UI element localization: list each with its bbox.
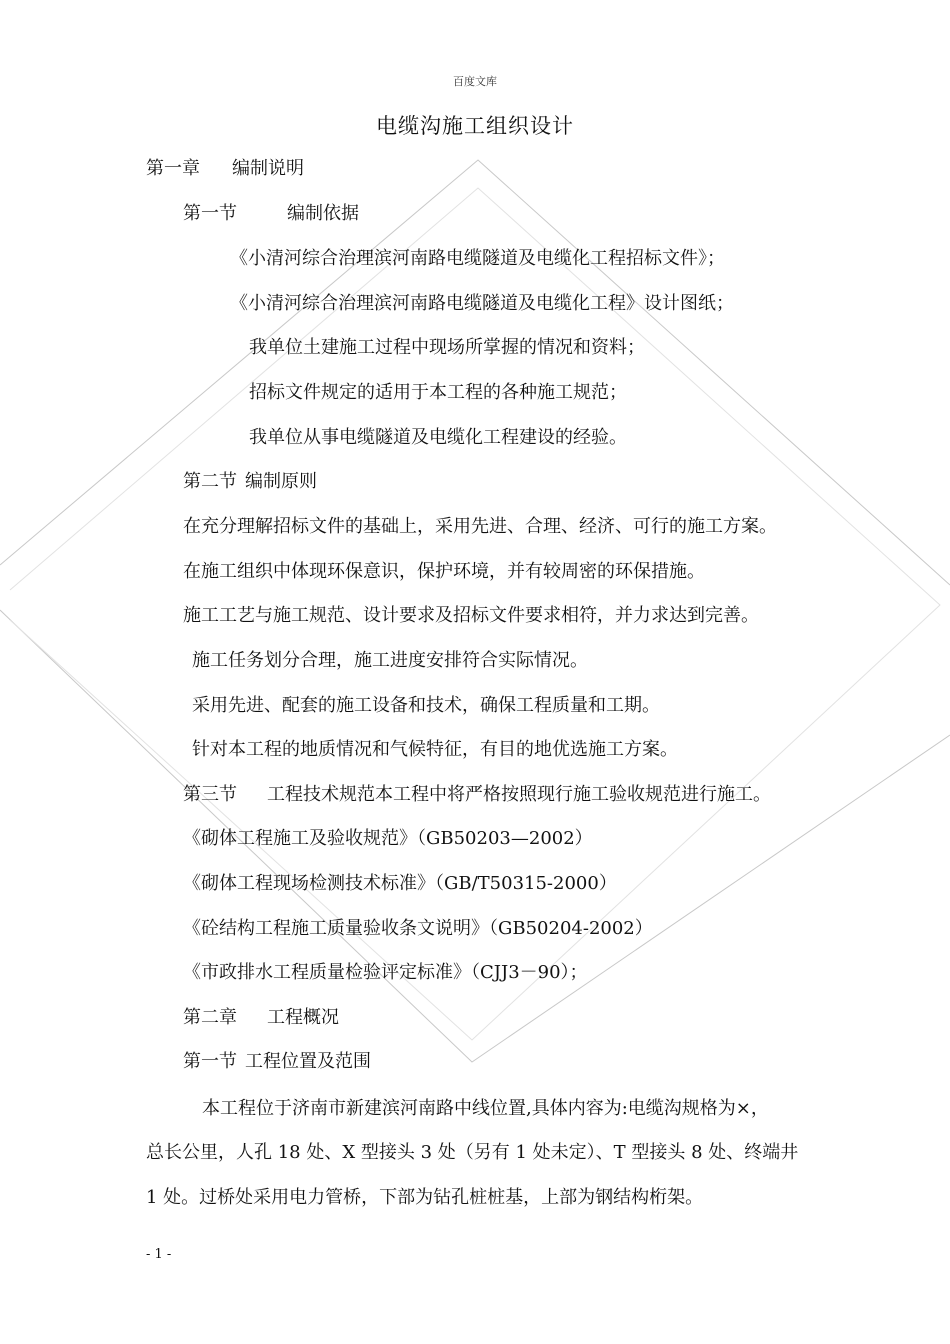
basis-item: 《小清河综合治理滨河南路电缆隧道及电缆化工程招标文件》； bbox=[230, 248, 725, 269]
standard-item: 《市政排水工程质量检验评定标准》（CJJ3－90）； bbox=[183, 962, 588, 983]
document-title: 电缆沟施工组织设计 bbox=[376, 114, 574, 138]
standard-item: 《砌体工程现场检测技术标准》（GB/T50315-2000） bbox=[183, 873, 617, 894]
section-3-heading bbox=[183, 783, 771, 807]
standard-item: 《砼结构工程施工质量验收条文说明》（GB50204-2002） bbox=[183, 918, 653, 939]
section-4-heading bbox=[183, 1050, 371, 1074]
principle-item: 采用先进、配套的施工设备和技术，确保工程质量和工期。 bbox=[192, 695, 660, 716]
section-title: 工程技术规范本工程中将严格按照现行施工验收规范进行施工。 bbox=[267, 784, 771, 805]
basis-item: 我单位从事电缆隧道及电缆化工程建设的经验。 bbox=[249, 427, 627, 448]
section-number: 第三节 bbox=[183, 784, 237, 805]
chapter-number: 第一章 bbox=[146, 158, 200, 179]
overview-line: 1 处。过桥处采用电力管桥，下部为钻孔桩桩基，上部为钢结构桁架。 bbox=[146, 1187, 704, 1208]
section-2-heading bbox=[183, 470, 317, 494]
chapter-number: 第二章 bbox=[183, 1007, 237, 1028]
section-number: 第一节 bbox=[183, 1051, 237, 1072]
section-title: 编制依据 bbox=[287, 203, 359, 224]
principle-item: 施工任务划分合理，施工进度安排符合实际情况。 bbox=[192, 650, 588, 671]
page-header: 百度文库 bbox=[453, 75, 497, 88]
principle-item: 施工工艺与施工规范、设计要求及招标文件要求相符，并力求达到完善。 bbox=[183, 605, 759, 626]
basis-item: 招标文件规定的适用于本工程的各种施工规范； bbox=[249, 382, 627, 403]
section-title: 工程位置及范围 bbox=[245, 1051, 371, 1072]
section-number: 第二节 bbox=[183, 471, 237, 492]
chapter-2-heading bbox=[183, 1006, 339, 1030]
overview-line: 本工程位于济南市新建滨河南路中线位置,具体内容为:电缆沟规格为×， bbox=[202, 1098, 769, 1119]
principle-item: 在施工组织中体现环保意识，保护环境，并有较周密的环保措施。 bbox=[183, 561, 705, 582]
section-title: 编制原则 bbox=[245, 471, 317, 492]
standard-item: 《砌体工程施工及验收规范》（GB50203—2002） bbox=[183, 828, 593, 849]
basis-item: 《小清河综合治理滨河南路电缆隧道及电缆化工程》设计图纸； bbox=[230, 293, 734, 314]
chapter-title: 编制说明 bbox=[232, 158, 304, 179]
section-1-heading bbox=[183, 202, 359, 226]
principle-item: 针对本工程的地质情况和气候特征，有目的地优选施工方案。 bbox=[192, 739, 678, 760]
principle-item: 在充分理解招标文件的基础上，采用先进、合理、经济、可行的施工方案。 bbox=[183, 516, 777, 537]
basis-item: 我单位土建施工过程中现场所掌握的情况和资料； bbox=[249, 337, 645, 358]
page-number: - 1 - bbox=[146, 1247, 172, 1262]
chapter-1-heading bbox=[146, 157, 304, 181]
overview-line: 总长公里，人孔 18 处、X 型接头 3 处（另有 1 处未定）、T 型接头 8 处、终端井 bbox=[146, 1142, 799, 1163]
chapter-title: 工程概况 bbox=[267, 1007, 339, 1028]
section-number: 第一节 bbox=[183, 203, 237, 224]
